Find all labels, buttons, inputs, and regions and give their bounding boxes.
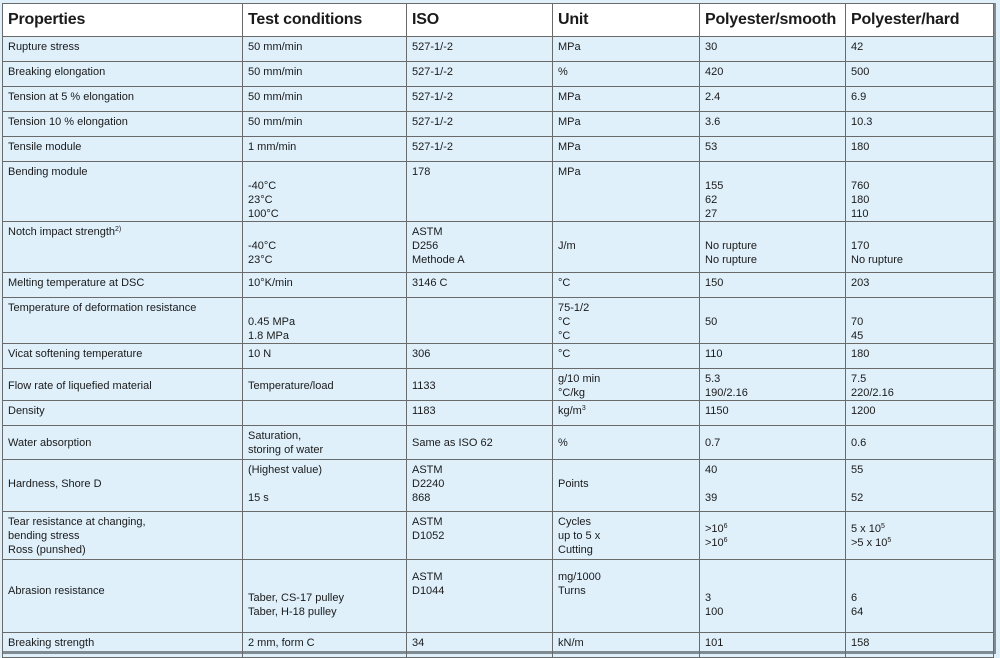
cell-unit: MPa [553, 137, 700, 162]
cell-property: Notch impact strength$^{2)}$ [3, 222, 243, 273]
cell-unit: mg/1000 Turns [553, 560, 700, 633]
header-properties: Properties [3, 4, 243, 37]
cell-hard: 7.5 220/2.16 [846, 369, 994, 401]
cell-iso: ASTM D2240 868 [407, 460, 553, 512]
cell-smooth: 3.6 [700, 112, 846, 137]
cell-property: Flow rate of liquefied material [3, 369, 243, 401]
cell-smooth: 110 [700, 344, 846, 369]
cell-smooth: $>10^6$ $>10^6$ [700, 512, 846, 560]
cell-property: Tear resistance at changing, bending stress Ross (punshed) [3, 512, 243, 560]
cell-iso: ASTM D1052 [407, 512, 553, 560]
cell-unit: Points [553, 460, 700, 512]
table-row [3, 37, 994, 62]
cell-unit: kN/m [553, 633, 700, 658]
cell-property: Hardness, Shore D [3, 460, 243, 512]
cell-conditions: 50 mm/min [243, 62, 407, 87]
cell-property: Bending module [3, 162, 243, 222]
table-row [3, 273, 994, 298]
cell-property: Breaking elongation [3, 62, 243, 87]
cell-hard: 55 52 [846, 460, 994, 512]
cell-iso: 178 [407, 162, 553, 222]
cell-unit: °C [553, 344, 700, 369]
cell-hard: 203 [846, 273, 994, 298]
cell-conditions: Saturation, storing of water [243, 426, 407, 460]
table-row [3, 344, 994, 369]
cell-property: Water absorption [3, 426, 243, 460]
cell-property: Density [3, 401, 243, 426]
table-row [3, 62, 994, 87]
cell-smooth: 2.4 [700, 87, 846, 112]
table-row [3, 87, 994, 112]
cell-smooth: 155 62 27 [700, 162, 846, 222]
cell-conditions: 0.45 MPa 1.8 MPa [243, 298, 407, 344]
cell-smooth: 1150 [700, 401, 846, 426]
cell-iso: 306 [407, 344, 553, 369]
table-row [3, 426, 994, 460]
cell-smooth: 3 100 [700, 560, 846, 633]
cell-smooth: 53 [700, 137, 846, 162]
cell-conditions: 2 mm, form C [243, 633, 407, 658]
cell-unit: MPa [553, 87, 700, 112]
cell-iso: 1183 [407, 401, 553, 426]
cell-property: Temperature of deformation resistance [3, 298, 243, 344]
header-polyester-hard: Polyester/hard [846, 4, 994, 37]
cell-conditions: 1 mm/min [243, 137, 407, 162]
cell-smooth: 101 [700, 633, 846, 658]
cell-unit: % [553, 426, 700, 460]
table-row [3, 369, 994, 401]
cell-hard: 170 No rupture [846, 222, 994, 273]
cell-property: Tension 10 % elongation [3, 112, 243, 137]
cell-conditions [243, 512, 407, 560]
header-iso: ISO [407, 4, 553, 37]
cell-unit: Cycles up to 5 x Cutting [553, 512, 700, 560]
cell-hard: 42 [846, 37, 994, 62]
cell-property: Vicat softening temperature [3, 344, 243, 369]
table-row [3, 633, 994, 658]
cell-unit: MPa [553, 37, 700, 62]
cell-hard: 0.6 [846, 426, 994, 460]
cell-unit: % [553, 62, 700, 87]
cell-hard: 6 64 [846, 560, 994, 633]
cell-iso: 527-1/-2 [407, 62, 553, 87]
cell-conditions: 10 N [243, 344, 407, 369]
header-unit: Unit [553, 4, 700, 37]
cell-hard: 6.9 [846, 87, 994, 112]
table-row [3, 298, 994, 344]
cell-conditions [243, 401, 407, 426]
cell-hard: 1200 [846, 401, 994, 426]
cell-hard: 500 [846, 62, 994, 87]
cell-unit: 75-1/2 °C °C [553, 298, 700, 344]
cell-unit: J/m [553, 222, 700, 273]
cell-iso: ASTM D1044 [407, 560, 553, 633]
cell-iso: 527-1/-2 [407, 37, 553, 62]
cell-unit: °C [553, 273, 700, 298]
cell-conditions: -40°C 23°C 100°C [243, 162, 407, 222]
cell-property: Abrasion resistance [3, 560, 243, 633]
table-row [3, 560, 994, 633]
cell-smooth: 420 [700, 62, 846, 87]
cell-hard: 760 180 110 [846, 162, 994, 222]
cell-conditions: Taber, CS-17 pulley Taber, H-18 pulley [243, 560, 407, 633]
cell-smooth: 50 [700, 298, 846, 344]
cell-iso: Same as ISO 62 [407, 426, 553, 460]
cell-conditions: (Highest value) 15 s [243, 460, 407, 512]
cell-property: Rupture stress [3, 37, 243, 62]
cell-property: Tensile module [3, 137, 243, 162]
cell-unit: g/10 min °C/kg [553, 369, 700, 401]
cell-property: Tension at 5 % elongation [3, 87, 243, 112]
cell-conditions: 10°K/min [243, 273, 407, 298]
table-row [3, 512, 994, 560]
header-test-conditions: Test conditions [243, 4, 407, 37]
cell-iso: 527-1/-2 [407, 112, 553, 137]
cell-smooth: 40 39 [700, 460, 846, 512]
cell-iso [407, 298, 553, 344]
cell-unit: MPa [553, 112, 700, 137]
table-row [3, 112, 994, 137]
cell-hard: 158 [846, 633, 994, 658]
header-row [3, 4, 994, 37]
cell-smooth: 0.7 [700, 426, 846, 460]
cell-smooth: 30 [700, 37, 846, 62]
cell-iso: 527-1/-2 [407, 137, 553, 162]
cell-smooth: 150 [700, 273, 846, 298]
cell-iso: 3146 C [407, 273, 553, 298]
cell-smooth: No rupture No rupture [700, 222, 846, 273]
cell-hard: 5 x $10^5$ >5 x $10^5$ [846, 512, 994, 560]
cell-smooth: 5.3 190/2.16 [700, 369, 846, 401]
cell-conditions: -40°C 23°C [243, 222, 407, 273]
table-row [3, 162, 994, 222]
header-polyester-smooth: Polyester/smooth [700, 4, 846, 37]
table-row [3, 460, 994, 512]
properties-table [2, 3, 994, 658]
cell-conditions: Temperature/load [243, 369, 407, 401]
footnote-mark: 2) [115, 226, 122, 233]
cell-hard: 70 45 [846, 298, 994, 344]
cell-conditions: 50 mm/min [243, 87, 407, 112]
cell-property: Breaking strength [3, 633, 243, 658]
table-row [3, 222, 994, 273]
cell-iso: 527-1/-2 [407, 87, 553, 112]
table-row [3, 401, 994, 426]
cell-iso: ASTM D256 Methode A [407, 222, 553, 273]
cell-hard: 10.3 [846, 112, 994, 137]
cell-unit: MPa [553, 162, 700, 222]
cell-iso: 1133 [407, 369, 553, 401]
cell-hard: 180 [846, 137, 994, 162]
cell-property: Melting temperature at DSC [3, 273, 243, 298]
cell-hard: 180 [846, 344, 994, 369]
cell-unit: $kg/m^3$ [553, 401, 700, 426]
cell-iso: 34 [407, 633, 553, 658]
table-row [3, 137, 994, 162]
cell-conditions: 50 mm/min [243, 37, 407, 62]
cell-conditions: 50 mm/min [243, 112, 407, 137]
